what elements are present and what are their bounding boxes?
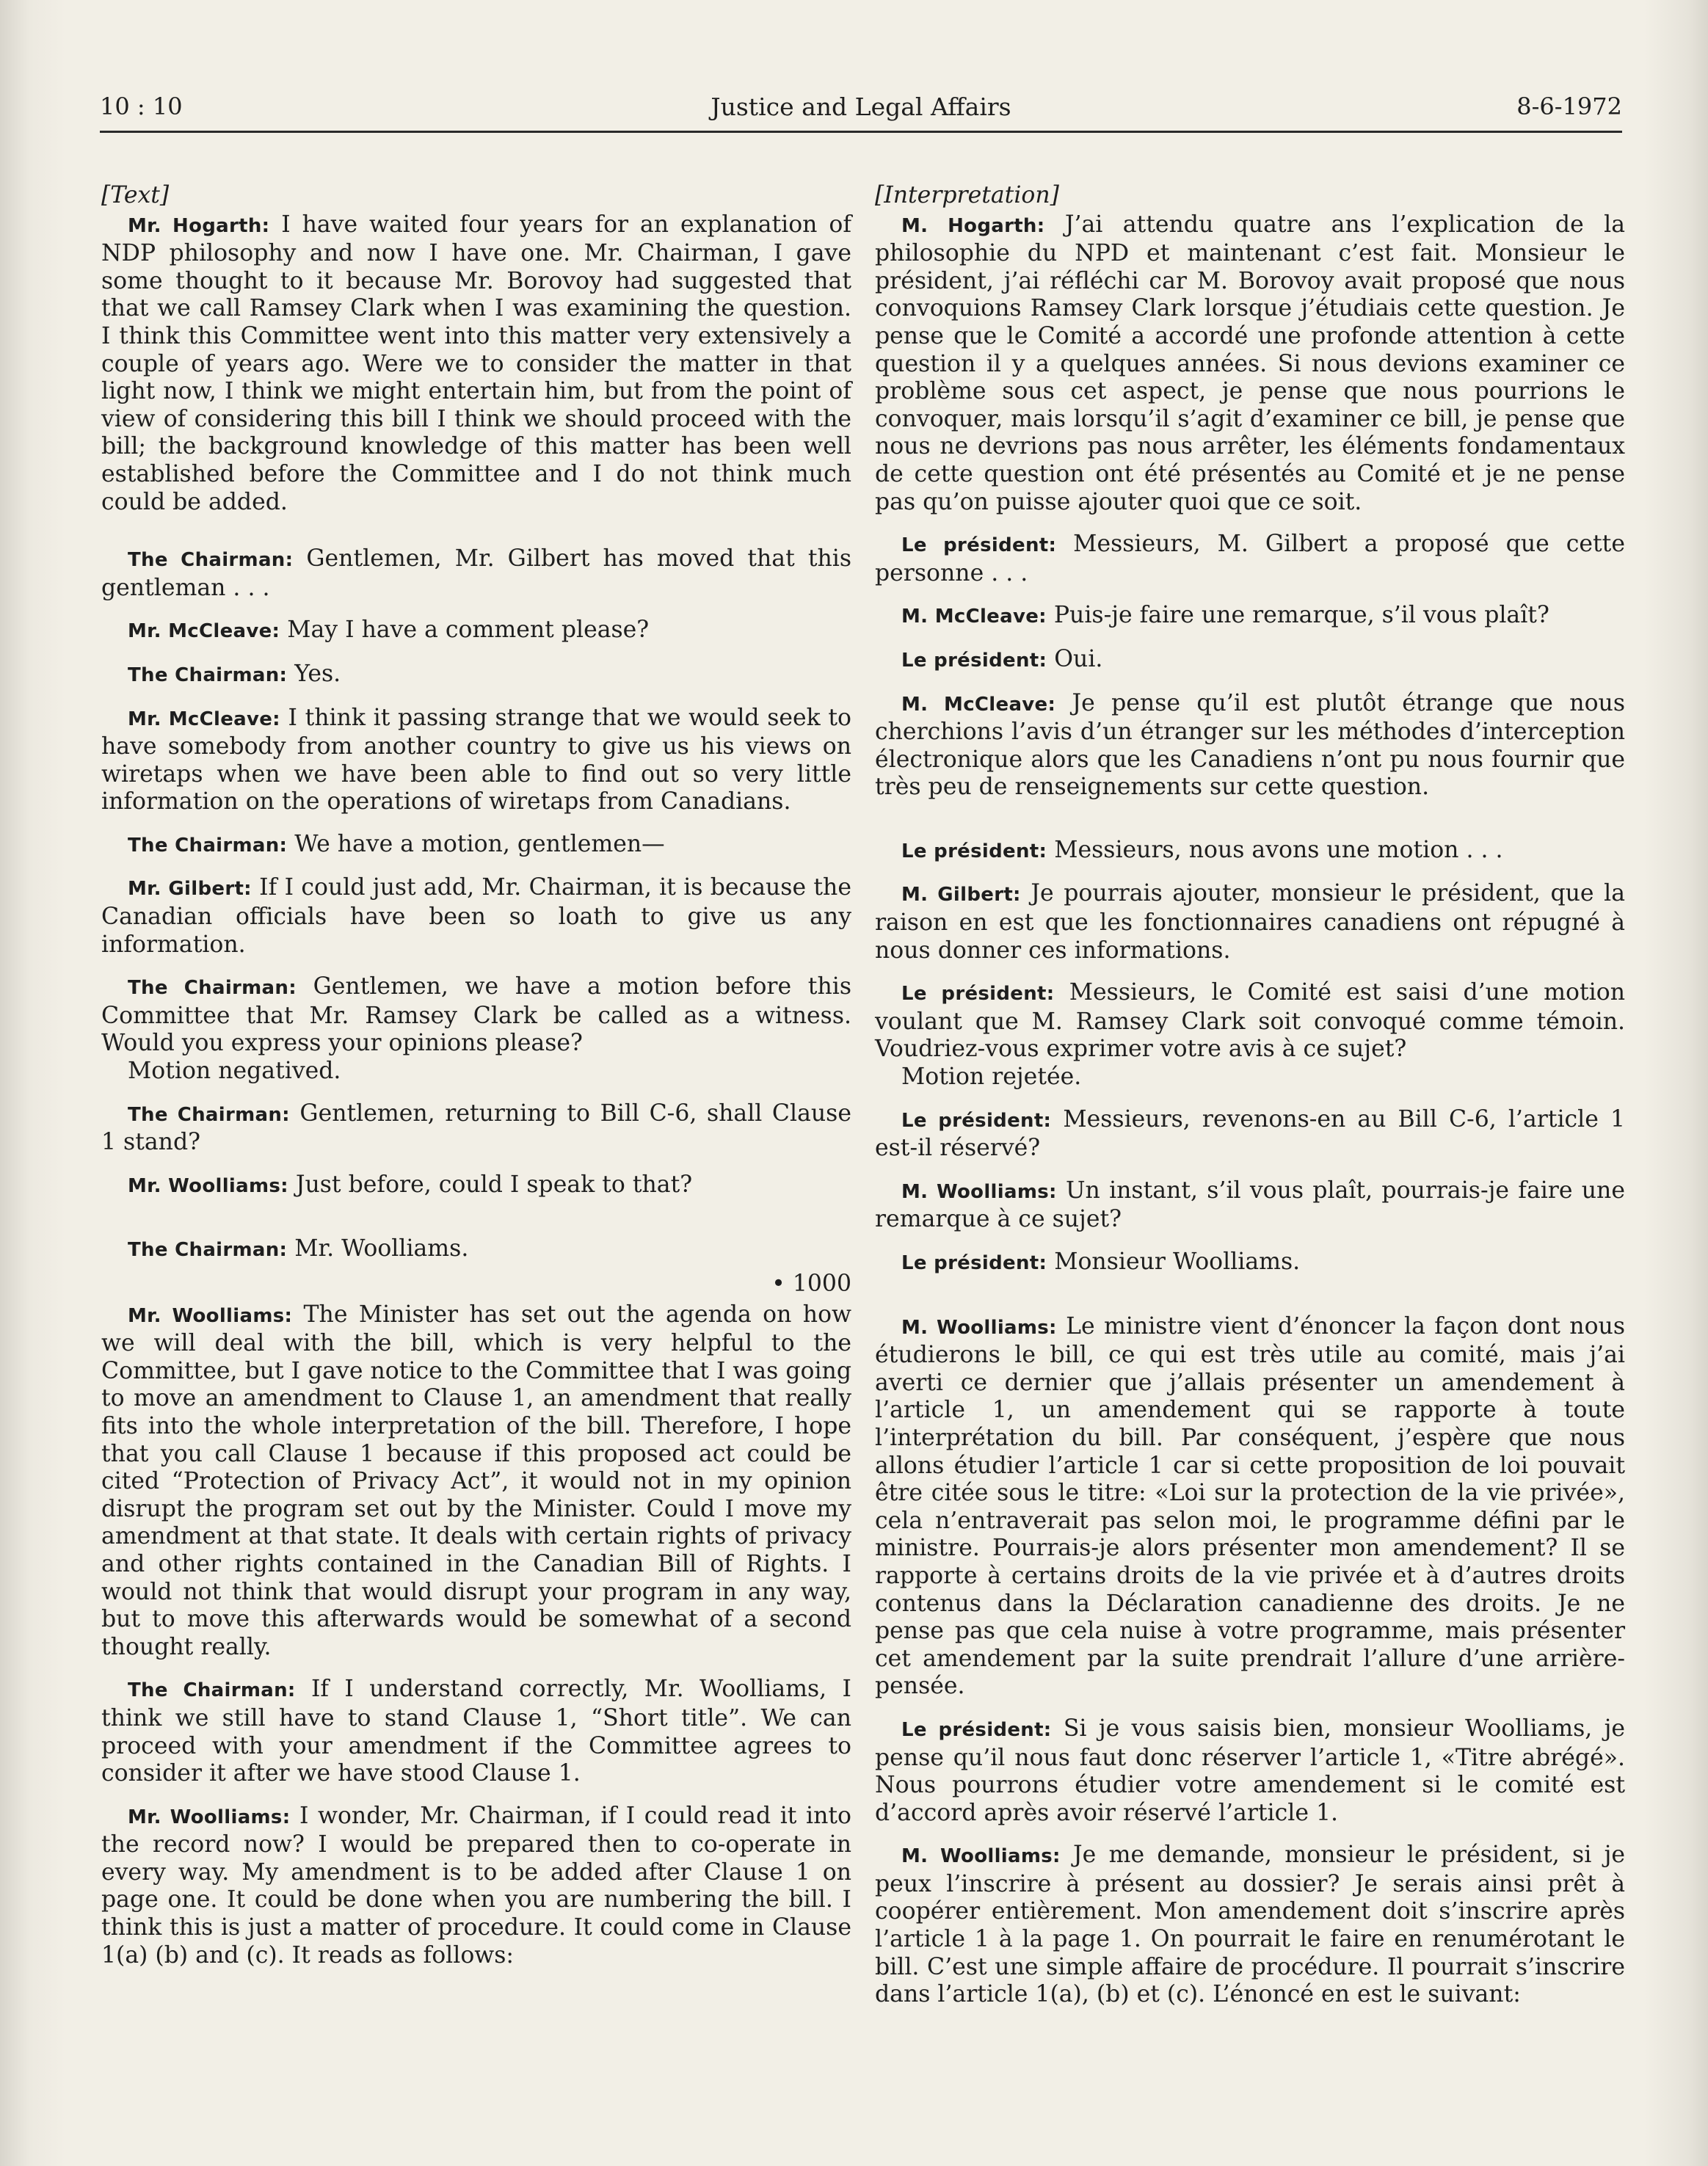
speaker-name: Mr. Woolliams:: [128, 1806, 291, 1828]
page-header: [100, 90, 1622, 133]
speech-paragraph: [875, 690, 1625, 802]
speech-paragraph: [101, 211, 851, 517]
speech-text: We have a motion, gentlemen—: [287, 830, 665, 857]
speech-text: Le ministre vient d’énoncer la façon dont nous étudierons le bill, ce qui est très utile au comité, mais j’ai averti ce dernier que j’allais présenter un amendement à l’article 1, un amendement qui se rapporte à toute l’interprétation du bill. Par conséquent, j’espère que nous allons étudier l’article 1 car si cette proposition de loi pouvait être citée sous le titre: «Loi sur la protection de la vie privée», cela n’entraverait pas selon moi, le programme défini par le ministre. Pourrais-je alors présenter mon amendement? Il se rapporte à certains droits de la vie privée et à d’autres droits contenus dans la Déclaration canadienne des droits. Je ne pense pas que cela nuise à votre programme, mais présenter cet amendement par la suite prendrait l’allure d’une arrière-pensée.: [875, 1312, 1625, 1700]
speech-paragraph: [875, 837, 1625, 866]
speaker-name: The Chairman:: [128, 1679, 296, 1702]
speech-text: Je me demande, monsieur le président, si je peux l’inscrire à présent au dossier? Je serais ainsi prêt à coopérer entièrement. Mon amendement doit s’inscrire après l’article 1 à la page 1. On pourrait le faire en renumérotant le bill. C’est une simple affaire de procédure. Il pourrait s’inscrire dans l’article 1(a), (b) et (c). L’énoncé en est le suivant:: [875, 1842, 1625, 2008]
speech-paragraph: [875, 211, 1625, 517]
speech-text: I wonder, Mr. Chairman, if I could read it into the record now? I would be prepared then to co-operate in every way. My amendment is to be added after Clause 1 on page one. It could be done when you are numbering the bill. I think this is just a matter of procedure. It could come in Clause 1(a) (b) and (c). It reads as follows:: [101, 1802, 851, 1969]
speaker-name: M. Woolliams:: [901, 1180, 1057, 1203]
speech-paragraph: [875, 1842, 1625, 2009]
speech-text: Mr. Woolliams.: [287, 1235, 469, 1262]
column-tag: [Text]: [101, 182, 170, 208]
speech-text: Yes.: [287, 660, 341, 687]
speaker-name: The Chairman:: [128, 834, 288, 857]
speaker-name: M. Hogarth:: [901, 214, 1045, 237]
speech-text: If I could just add, Mr. Chairman, it is because the Canadian officials have been so loath to give us any information.: [101, 874, 851, 958]
speaker-name: The Chairman:: [128, 977, 297, 1000]
speaker-name: M. Woolliams:: [901, 1845, 1061, 1868]
speech-paragraph: [101, 661, 851, 690]
speaker-name: Le président:: [901, 1718, 1052, 1741]
speech-text: Si je vous saisis bien, monsieur Woolliams, je pense qu’il nous faut donc réserver l’article 1, «Titre abrégé». Nous pourrons étudier votre amendement si le comité est d’accord après avoir réservé l’article 1.: [875, 1715, 1625, 1826]
speech-text: May I have a comment please?: [280, 617, 650, 644]
speech-paragraph: [101, 973, 851, 1058]
speech-paragraph: [875, 1106, 1625, 1163]
speech-text: The Minister has set out the agenda on how we will deal with the bill, which is very helpful to the Committee, but I gave notice to the Committee that I was going to move an amendment to Clause 1, an amendment that really fits into the whole interpretation of the bill. Therefore, I hope that you call Clause 1 because if this proposed act could be cited “Protection of Privacy Act”, it would not in my opinion disrupt the program set out by the Minister. Could I move my amendment at that state. It deals with certain rights of privacy and other rights contained in the Canadian Bill of Rights. I would not think that would disrupt your program in any way, but to move this afterwards would be somewhat of a second thought really.: [101, 1301, 852, 1660]
speaker-name: Mr. McCleave:: [128, 620, 280, 643]
page-number: 10 : 10: [100, 92, 183, 120]
speech-paragraph: [101, 831, 851, 860]
speaker-name: The Chairman:: [128, 1239, 288, 1262]
speech-text: Just before, could I speak to that?: [288, 1171, 693, 1198]
speech-paragraph: [875, 1249, 1625, 1278]
speech-paragraph: [875, 1715, 1625, 1827]
speech-text: Messieurs, le Comité est saisi d’une motion voulant que M. Ramsey Clark soit convoqué comme témoin. Voudriez-vous exprimer votre avis à ce sujet?: [875, 979, 1625, 1063]
speaker-name: Mr. Woolliams:: [128, 1174, 288, 1197]
speech-paragraph: [875, 531, 1625, 587]
speech-paragraph: [101, 545, 851, 602]
english-column: [101, 182, 851, 1984]
speech-paragraph: [101, 705, 851, 816]
speech-paragraph: [101, 1803, 851, 1970]
page-date: 8-6-1972: [1516, 92, 1622, 120]
time-marker: • 1000: [771, 1271, 851, 1297]
speech-text: Un instant, s’il vous plaît, pourrais-je faire une remarque à ce sujet?: [875, 1177, 1625, 1233]
motion-result: Motion negatived.: [128, 1058, 341, 1085]
speaker-name: Mr. Woolliams:: [128, 1304, 293, 1327]
speaker-name: Le président:: [901, 983, 1055, 1006]
speech-paragraph: [875, 602, 1625, 631]
speech-text: Messieurs, M. Gilbert a proposé que cette personne . . .: [875, 531, 1625, 586]
speech-text: Gentlemen, returning to Bill C-6, shall Clause 1 stand?: [101, 1100, 851, 1156]
speech-paragraph: [101, 874, 851, 959]
speaker-name: Mr. McCleave:: [128, 708, 280, 730]
french-column: [875, 182, 1625, 2024]
speech-paragraph: [101, 1301, 851, 1662]
speech-paragraph: [875, 880, 1625, 964]
speech-paragraph: [875, 979, 1625, 1064]
speaker-name: Mr. Gilbert:: [128, 878, 252, 901]
speech-text: I think it passing strange that we would seek to have somebody from another country to give us his views on wiretaps when we have been able to find out so very little information on the operations of wiretaps from Canadians.: [101, 704, 851, 815]
speaker-name: M. Gilbert:: [901, 884, 1021, 906]
speech-text: Gentlemen, we have a motion before this Committee that Mr. Ramsey Clark be called as a witness. Would you express your opinions please?: [101, 973, 851, 1057]
speaker-name: M. McCleave:: [901, 606, 1047, 628]
speaker-name: M. McCleave:: [901, 693, 1056, 716]
speech-text: Monsieur Woolliams.: [1047, 1249, 1301, 1275]
speech-paragraph: [875, 1177, 1625, 1234]
speech-paragraph: [875, 1313, 1625, 1701]
speech-text: Je pense qu’il est plutôt étrange que nous cherchions l’avis d’un étranger sur les méthodes d’interception électronique alors que les Canadiens n’ont pu nous fournir que très peu de renseignements sur cette question.: [875, 689, 1625, 801]
speech-text: Puis-je faire une remarque, s’il vous plaît?: [1046, 602, 1549, 629]
speech-text: If I understand correctly, Mr. Woolliams, I think we still have to stand Clause 1, “Short title”. We can proceed with your amendment if the Committee agrees to consider it after we have stood Clause 1.: [101, 1676, 851, 1787]
speaker-name: Le président:: [901, 649, 1047, 672]
speaker-name: The Chairman:: [128, 549, 294, 572]
speaker-name: Le président:: [901, 1109, 1052, 1132]
speech-paragraph: [875, 646, 1625, 675]
column-tag: [Interpretation]: [875, 182, 1059, 208]
speech-paragraph: [101, 1676, 851, 1787]
speech-paragraph: [101, 1235, 851, 1265]
speech-text: Je pourrais ajouter, monsieur le président, que la raison en est que les fonctionnaires canadiens ont répugné à nous donner ces informations.: [875, 880, 1626, 964]
speaker-name: The Chairman:: [128, 1103, 290, 1126]
speaker-name: Le président:: [901, 534, 1057, 557]
speaker-name: Mr. Hogarth:: [128, 214, 270, 237]
motion-result: Motion rejetée.: [901, 1064, 1082, 1091]
speech-text: Oui.: [1047, 645, 1103, 672]
speech-paragraph: [101, 1100, 851, 1157]
speaker-name: The Chairman:: [128, 664, 288, 686]
speech-paragraph: [101, 617, 851, 646]
speech-text: Messieurs, nous avons une motion . . .: [1047, 836, 1503, 863]
running-title: Justice and Legal Affairs: [711, 92, 1011, 121]
speech-text: Messieurs, revenons-en au Bill C-6, l’article 1 est-il réservé?: [875, 1105, 1625, 1162]
speaker-name: Le président:: [901, 840, 1047, 862]
speaker-name: M. Woolliams:: [901, 1316, 1057, 1339]
speech-text: Gentlemen, Mr. Gilbert has moved that this gentleman . . .: [101, 545, 852, 601]
speech-text: J’ai attendu quatre ans l’explication de la philosophie du NPD et maintenant c’est fait. Monsieur le président, j’ai réfléchi car M. Borovoy avait proposé que nous convoquions Ramsey Clark lorsque j’étudiais cette question. Je pense que le Comité a accordé une profonde attention à cette question il y a quelques années. Si nous devions examiner ce problème sous cet aspect, je pense que nous pourrions le convoquer, mais lorsqu’il s’agit d’examiner ce bill, je pense que nous ne devrions pas nous arrêter, les éléments fondamentaux de cette question ont été présentés au Comité et je ne pense pas qu’on puisse ajouter quoi que ce soit.: [875, 211, 1625, 515]
speech-text: I have waited four years for an explanation of NDP philosophy and now I have one. Mr. Chairman, I gave some thought to it because Mr. Borovoy had suggested that that we call Ramsey Clark when I was examining the question. I think this Committee went into this matter very extensively a couple of years ago. Were we to consider the matter in that light now, I think we might entertain him, but from the point of view of considering this bill I think we should proceed with the bill; the background knowledge of this matter has been well established before the Committee and I do not think much could be added.: [101, 211, 851, 515]
speech-paragraph: [101, 1171, 851, 1201]
speaker-name: Le président:: [901, 1252, 1047, 1274]
